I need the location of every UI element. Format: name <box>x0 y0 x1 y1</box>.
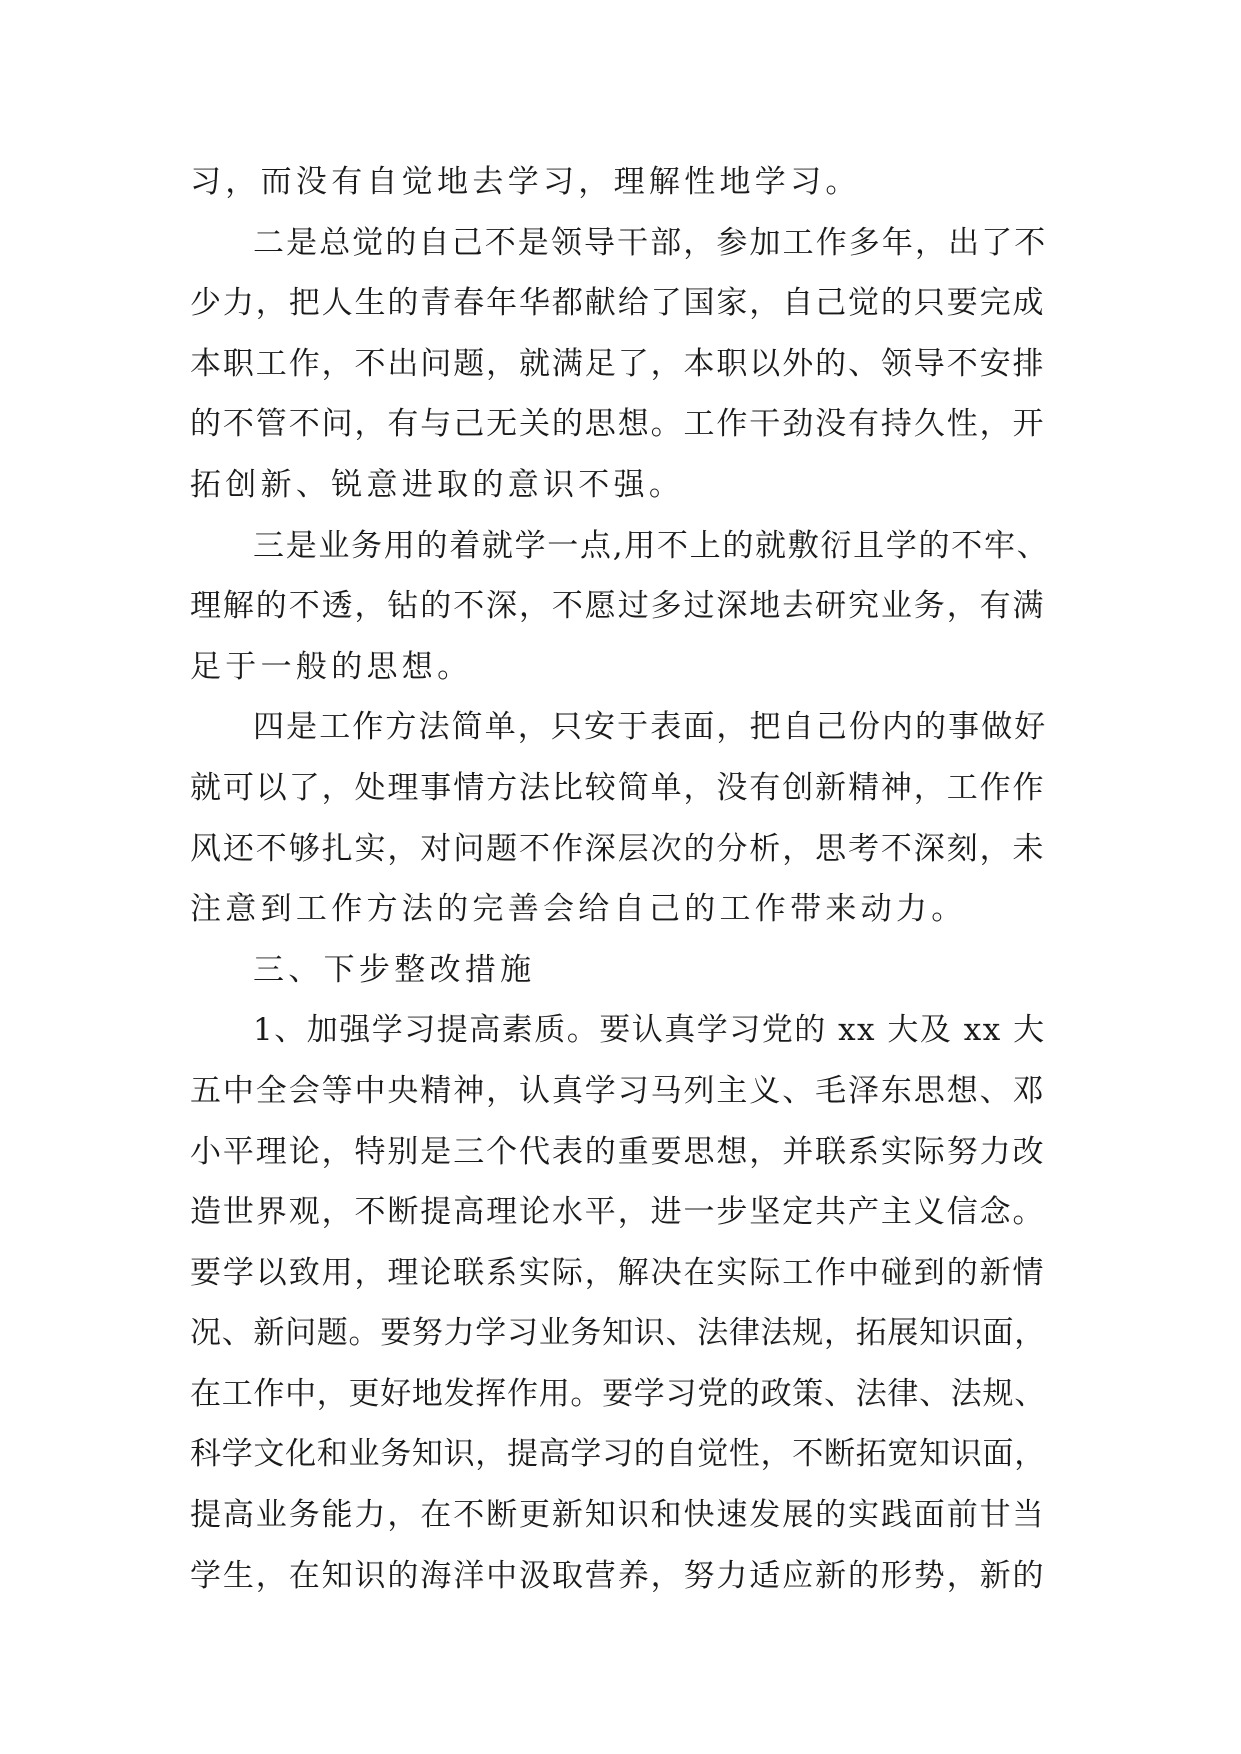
text-line: 1、加强学习提高素质。要认真学习党的 xx 大及 xx 大 <box>253 1012 1046 1049</box>
text-line: 的不管不问，有与己无关的思想。工作干劲没有持久性，开 <box>190 406 1046 443</box>
text-line: 造世界观，不断提高理论水平，进一步坚定共产主义信念。 <box>190 1194 1046 1231</box>
text-line: 况、新问题。要努力学习业务知识、法律法规，拓展知识面， <box>190 1315 1046 1352</box>
text-line: 小平理论，特别是三个代表的重要思想，并联系实际努力改 <box>190 1133 1046 1170</box>
text-line: 拓创新、锐意进取的意识不强。 <box>190 466 685 503</box>
text-line: 学生，在知识的海洋中汲取营养，努力适应新的形势，新的 <box>190 1557 1046 1594</box>
text-line: 本职工作，不出问题，就满足了，本职以外的、领导不安排 <box>190 345 1046 382</box>
text-line: 风还不够扎实，对问题不作深层次的分析，思考不深刻，未 <box>190 830 1046 867</box>
text-line: 三是业务用的着就学一点,用不上的就敷衍且学的不牢、 <box>253 527 1050 564</box>
text-line: 四是工作方法简单，只安于表面，把自己份内的事做好 <box>253 709 1048 746</box>
text-line: 就可以了，处理事情方法比较简单，没有创新精神，工作作 <box>190 769 1046 806</box>
text-line: 注意到工作方法的完善会给自己的工作带来动力。 <box>190 891 967 928</box>
document-body <box>190 152 1050 1606</box>
text-line: 五中全会等中央精神，认真学习马列主义、毛泽东思想、邓 <box>190 1072 1046 1109</box>
text-line: 在工作中，更好地发挥作用。要学习党的政策、法律、法规、 <box>190 1375 1046 1412</box>
section-heading: 三、下步整改措施 <box>253 951 536 988</box>
text-line: 科学文化和业务知识，提高学习的自觉性，不断拓宽知识面， <box>190 1436 1046 1473</box>
text-line: 提高业务能力，在不断更新知识和快速发展的实践面前甘当 <box>190 1497 1046 1534</box>
text-line: 二是总觉的自己不是领导干部，参加工作多年，出了不 <box>253 224 1048 261</box>
text-line: 少力，把人生的青春年华都献给了国家，自己觉的只要完成 <box>190 285 1046 322</box>
text-line: 足于一般的思想。 <box>190 648 473 685</box>
text-line: 习，而没有自觉地去学习，理解性地学习。 <box>190 164 861 200</box>
text-line: 要学以致用，理论联系实际，解决在实际工作中碰到的新情 <box>190 1254 1046 1291</box>
text-line: 理解的不透，钻的不深，不愿过多过深地去研究业务，有满 <box>190 588 1046 625</box>
